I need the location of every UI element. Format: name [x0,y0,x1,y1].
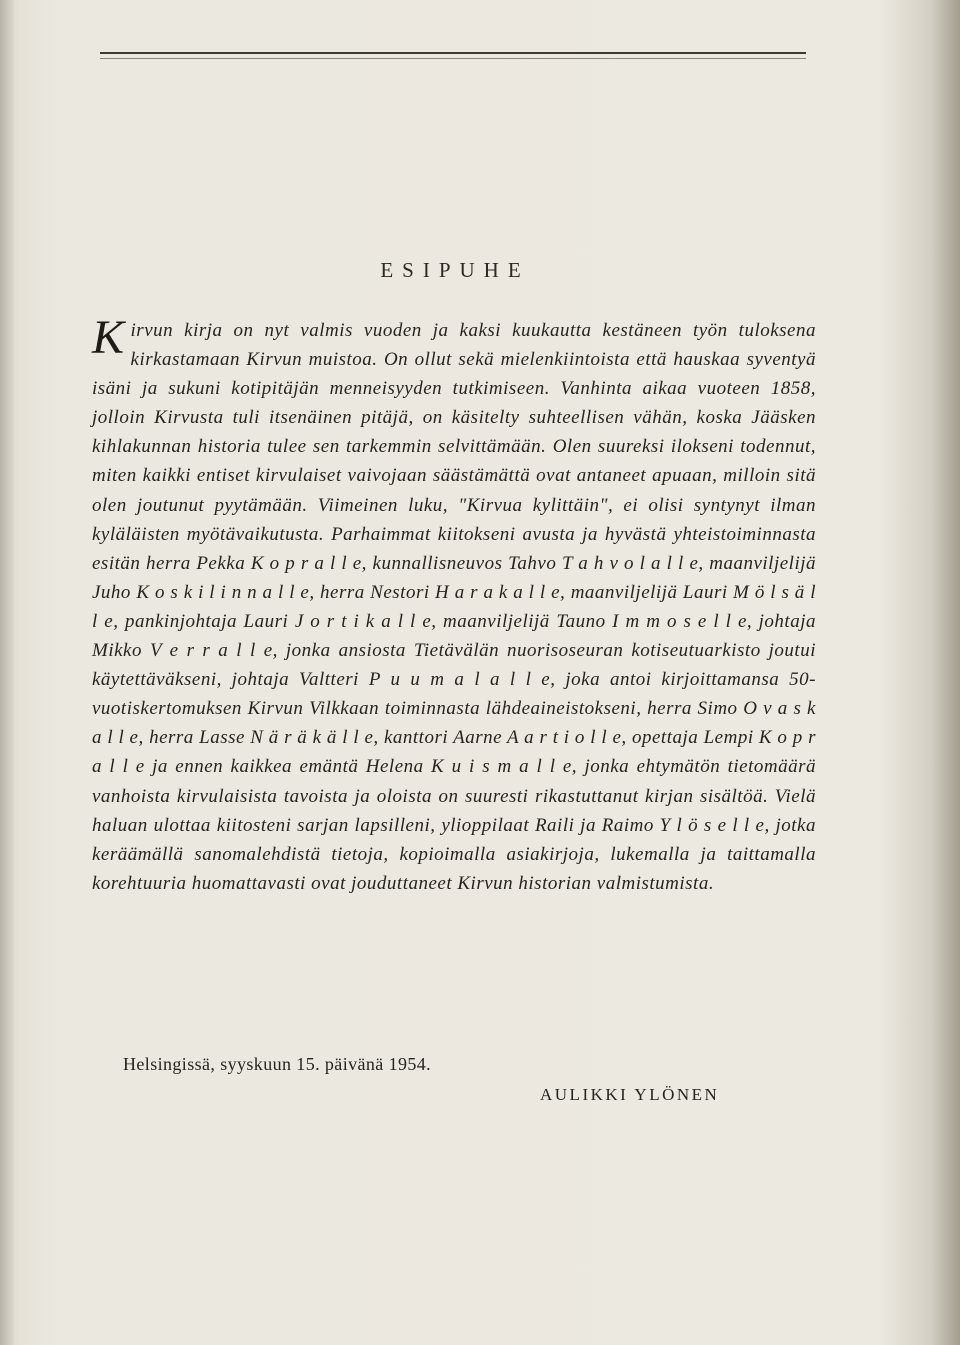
header-rule-thin [100,58,806,59]
preface-body: irvun kirja on nyt valmis vuoden ja kaksi kuukautta kestäneen työn tuloksena kirkastamaan Kirvun muistoa. On ollut sekä mielenkiintoista että hauskaa syventyä isäni ja sukuni kotipitäjän menneisyyden tutkimiseen. Vanhinta aikaa vuoteen 1858, jolloin Kirvusta tuli itsenäinen pitäjä, on käsitelty suhteellisen vähän, koska Jääsken kihlakunnan historia tulee sen tarkemmin selvittämään. Olen suureksi ilokseni todennut, miten kaikki entiset kirvulaiset vaivojaan säästämättä ovat antaneet apuaan, milloin sitä olen joutunut pyytämään. Viimeinen luku, "Kirvua kylittäin", ei olisi syntynyt ilman kyläläisten myötävaikutusta. Parhaimmat kiitokseni avusta ja hyvästä yhteistoiminnasta esitän herra Pekka K o p r a l l e, kunnallisneuvos Tahvo T a h v o l a l l e, maanviljelijä Juho K o s k i l i n n a l l e, herra Nestori H a r a k a l l e, maanviljelijä Lauri M ö l s ä l l e, pankinjohtaja Lauri J o r t i k a l l e, maanviljelijä Tauno I m m o s e l l e, johtaja Mikko V e r r a l l e, jonka ansiosta Tietävälän nuorisoseuran kotiseutuarkisto joutui käytettäväkseni, johtaja Valtteri P u u m a l a l l e, joka antoi kirjoittamansa 50-vuotiskertomuksen Kirvun Vilkkaan toiminnasta lähdeaineistokseni, herra Simo O v a s k a l l e, herra Lasse N ä r ä k ä l l e, kanttori Aarne A a r t i o l l e, opettaja Lempi K o p r a l l e ja ennen kaikkea emäntä Helena K u i s m a l l e, jonka ehtymätön tietomäärä vanhoista kirvulaisista tavoista ja oloista on suuresti rikastuttanut kirjan sisältöä. Vielä haluan ulottaa kiitosteni sarjan lapsilleni, ylioppilaat Raili ja Raimo Y l ö s e l l e, jotka keräämällä sanomalehdistä tietoja, kopioimalla asiakirjoja, lukemalla ja taittamalla korehtuuria huomattavasti ovat jouduttaneet Kirvun historian valmistumista. [92,320,816,894]
date-line: Helsingissä, syyskuun 15. päivänä 1954. [123,1054,432,1074]
page-binding-edge [0,0,14,1345]
page-shadow-edge [932,0,960,1345]
header-rule [100,52,806,54]
drop-cap: K [92,311,125,364]
preface-paragraph [92,311,816,898]
page-title: ESIPUHE [380,258,530,282]
author-signature: AULIKKI YLÖNEN [540,1085,720,1104]
